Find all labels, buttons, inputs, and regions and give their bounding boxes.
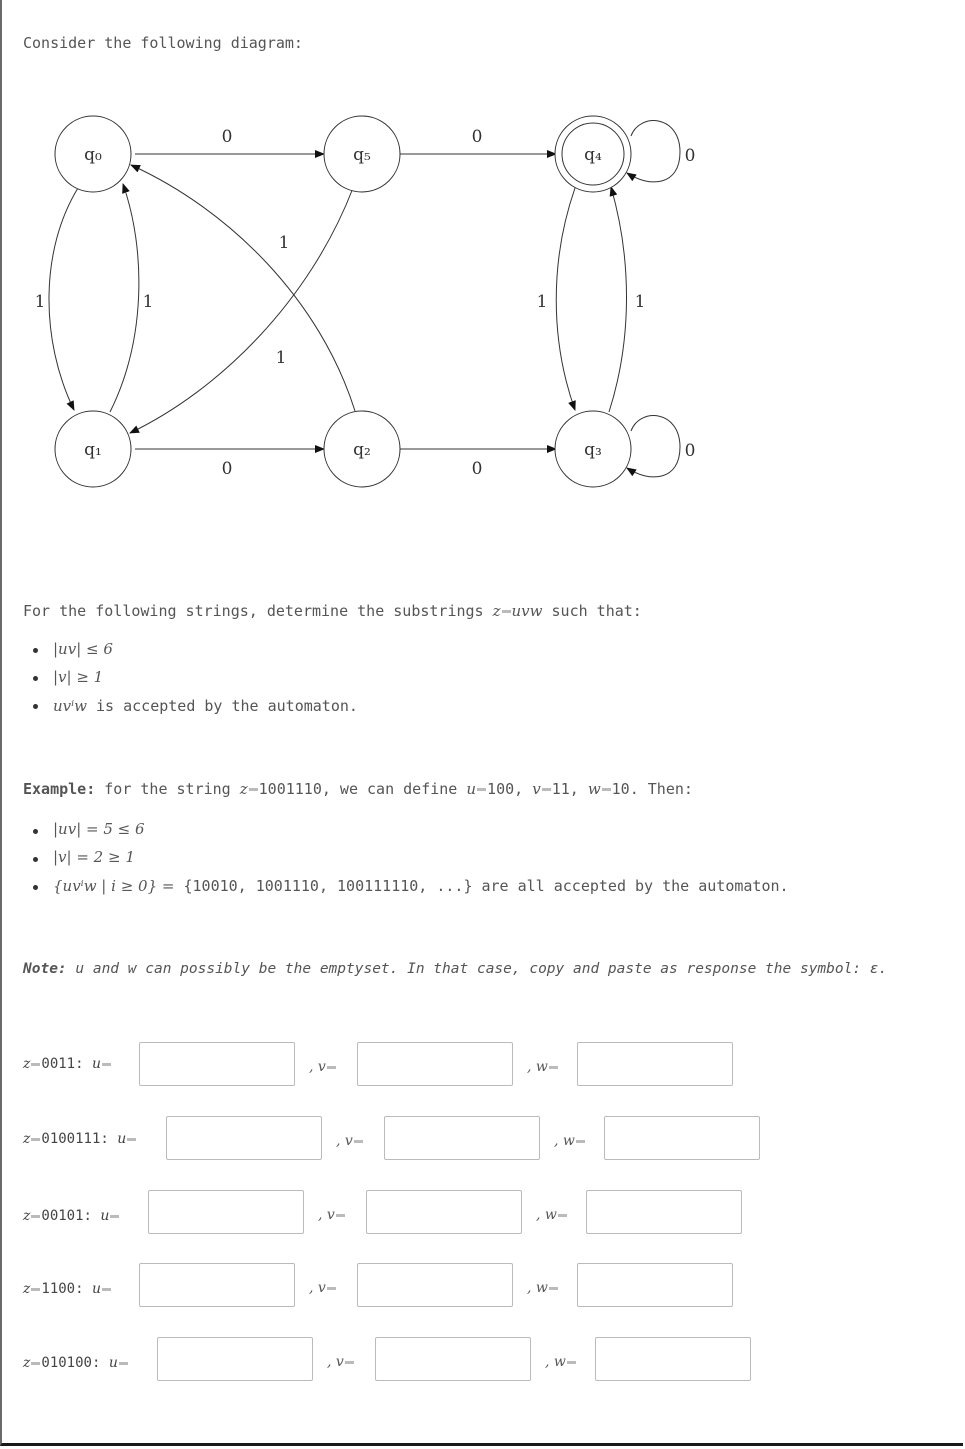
task-uvw: uvw (511, 602, 543, 620)
edge-label-q0-q5: 0 (221, 127, 233, 147)
v-input[interactable] (357, 1263, 513, 1307)
v-label: , v (318, 1207, 346, 1223)
edge-label-q2-q3: 0 (471, 459, 483, 479)
example-line: Example: for the string z 1001110, we can define u 100, v 11, w 10. Then: (23, 780, 693, 798)
bullet (33, 648, 38, 653)
bullet (33, 857, 38, 862)
edge-q0-q1 (49, 188, 78, 410)
u-input[interactable] (139, 1263, 295, 1307)
task-statement (23, 602, 642, 620)
u-input[interactable] (139, 1042, 295, 1086)
example-u: 100 (487, 780, 515, 798)
state-label-q5: q₅ (353, 145, 371, 165)
edge-label-q1-q0: 1 (142, 292, 154, 312)
w-label: , w (545, 1354, 577, 1370)
example-set-values: {10010, 1001110, 100111110, ...} (183, 877, 473, 895)
v-input[interactable] (357, 1042, 513, 1086)
intro-text: Consider the following diagram: (23, 34, 303, 52)
w-label: , w (527, 1059, 559, 1075)
w-input[interactable] (595, 1337, 751, 1381)
note-text: u and w can possibly be the emptyset. In that case, copy and paste as response the symbol: ε. (75, 961, 888, 977)
edge-label-q4-q3: 1 (536, 292, 548, 312)
edge-q1-q0 (110, 184, 139, 412)
edge-label-q3-q3: 0 (684, 441, 696, 461)
state-label-q1: q₁ (84, 440, 102, 460)
automaton-diagram (0, 0, 965, 560)
bullet (33, 704, 38, 709)
v-label: , v (327, 1354, 355, 1370)
task-lead: For the following strings, determine the substrings (23, 602, 484, 620)
exercise-label: z 0011: u (23, 1056, 112, 1072)
v-label: , v (336, 1133, 364, 1149)
v-input[interactable] (366, 1190, 522, 1234)
example-w: 10 (611, 780, 630, 798)
exercise-label: z 010100: u (23, 1355, 129, 1371)
u-input[interactable] (166, 1116, 322, 1160)
condition-uv: |uv| ≤ 6 (53, 640, 113, 658)
edge-label-q3-q4: 1 (634, 292, 646, 312)
w-input[interactable] (586, 1190, 742, 1234)
example-label: Example: (23, 780, 96, 798)
task-tail: such that: (551, 602, 642, 620)
edge-label-q5-q1: 1 (275, 348, 287, 368)
state-label-q2: q₂ (353, 440, 371, 460)
exercise-label: z 0100111: u (23, 1131, 137, 1147)
note-label: Note: (23, 961, 67, 977)
example-v: 11 (551, 780, 570, 798)
example-mid: , we can define (321, 780, 458, 798)
state-label-q0: q₀ (84, 145, 102, 165)
edge-q3-q4 (609, 187, 627, 412)
edge-label-q2-q0: 1 (278, 233, 290, 253)
edge-q4-q4 (627, 121, 680, 182)
condition-accepted (53, 697, 358, 715)
v-label: , v (309, 1059, 337, 1075)
example-bullet-set (53, 877, 789, 895)
example-set-expr: {uvⁱw | i ≥ 0} = (53, 877, 175, 895)
edge-q5-q1 (130, 188, 353, 433)
v-input[interactable] (375, 1337, 531, 1381)
edge-q2-q0 (131, 165, 355, 411)
bullet (33, 885, 38, 890)
edge-label-q1-q2: 0 (221, 459, 233, 479)
w-label: , w (536, 1207, 568, 1223)
edge-q3-q3 (627, 416, 680, 477)
v-label: , v (309, 1280, 337, 1296)
w-label: , w (527, 1280, 559, 1296)
task-z: z (492, 602, 501, 620)
edge-label-q0-q1: 1 (34, 292, 46, 312)
w-input[interactable] (577, 1042, 733, 1086)
bullet (33, 829, 38, 834)
exercise-label: z 1100: u (23, 1281, 112, 1297)
state-label-q3: q₃ (584, 440, 602, 460)
condition-text: is accepted by the automaton. (96, 697, 358, 715)
edge-q4-q3 (556, 188, 575, 410)
u-input[interactable] (148, 1190, 304, 1234)
example-set-tail: are all accepted by the automaton. (481, 877, 789, 895)
example-pre: for the string (104, 780, 231, 798)
condition-expr: uvⁱw (53, 697, 87, 715)
w-input[interactable] (604, 1116, 760, 1160)
w-input[interactable] (577, 1263, 733, 1307)
condition-v: |v| ≥ 1 (53, 668, 104, 686)
example-bullet-v: |v| = 2 ≥ 1 (53, 848, 135, 866)
bullet (33, 676, 38, 681)
state-label-q4: q₄ (584, 145, 602, 165)
u-input[interactable] (157, 1337, 313, 1381)
edge-label-q5-q4: 0 (471, 127, 483, 147)
example-bullet-uv: |uv| = 5 ≤ 6 (53, 820, 145, 838)
v-input[interactable] (384, 1116, 540, 1160)
edge-label-q4-q4: 0 (684, 146, 696, 166)
exercise-label: z 00101: u (23, 1208, 120, 1224)
example-z: 1001110 (258, 780, 322, 798)
example-then: . Then: (629, 780, 693, 798)
w-label: , w (554, 1133, 586, 1149)
note-line (23, 961, 887, 977)
